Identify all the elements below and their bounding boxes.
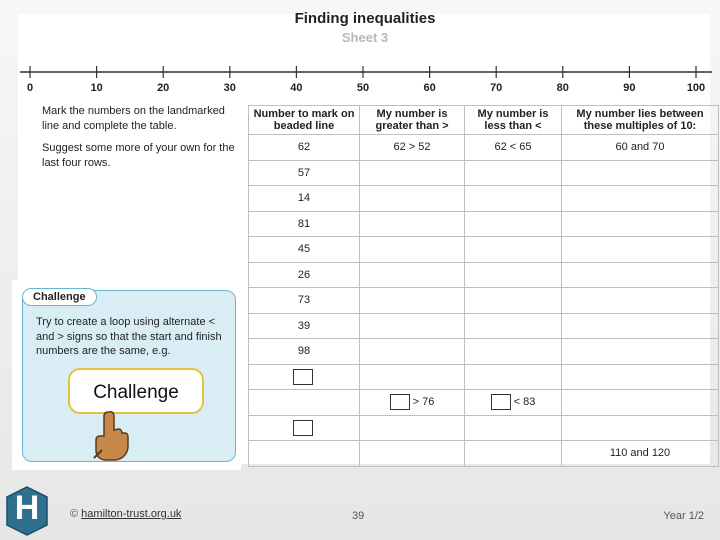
cell-text: > 76 (412, 396, 435, 409)
table-cell (249, 441, 360, 467)
table-cell: 26 (249, 262, 360, 288)
table-cell (465, 160, 562, 186)
table-cell (249, 415, 360, 441)
table-cell (562, 160, 719, 186)
instruction-text-2: Suggest some more of your own for the last four rows. (42, 142, 235, 169)
number-line-tick-label: 30 (223, 82, 236, 92)
page-number: 39 (352, 510, 365, 522)
table-cell: 62 > 52 (360, 135, 465, 161)
logo-letter: H (14, 489, 40, 527)
table-cell: 62 (249, 135, 360, 161)
sheet-subtitle: Sheet 3 (341, 30, 389, 45)
table-cell (360, 441, 465, 467)
table-cell (562, 339, 719, 365)
table-cell (562, 390, 719, 416)
table-row (249, 441, 719, 467)
challenge-heading: Challenge (22, 288, 97, 306)
table-cell: 39 (249, 313, 360, 339)
table-cell (360, 262, 465, 288)
table-cell: 45 (249, 237, 360, 263)
table-cell: 81 (249, 211, 360, 237)
hamilton-link[interactable]: hamilton-trust.org.uk (81, 508, 182, 520)
table-cell: 98 (249, 339, 360, 365)
answer-box[interactable] (390, 394, 410, 410)
table-cell: 57 (249, 160, 360, 186)
table-cell: 110 and 120 (562, 441, 719, 467)
table-header-row (249, 106, 719, 135)
table-row (249, 237, 719, 263)
table-cell (465, 339, 562, 365)
table-row (249, 160, 719, 186)
instruction-text-1: Mark the numbers on the landmarked line and complete the table. (42, 105, 225, 132)
number-line-tick-label: 100 (686, 82, 706, 92)
table-cell (465, 364, 562, 390)
year-label: Year 1/2 (663, 510, 704, 522)
table-cell (249, 364, 360, 390)
table-cell: 60 and 70 (562, 135, 719, 161)
copyright (70, 508, 181, 520)
table-cell (360, 390, 465, 416)
table-cell (360, 364, 465, 390)
table-cell (465, 211, 562, 237)
table-row (249, 415, 719, 441)
table-row (249, 390, 719, 416)
table-cell: 73 (249, 288, 360, 314)
table-cell (465, 390, 562, 416)
header-less: My number is less than < (465, 106, 562, 135)
table-row (249, 186, 719, 212)
sheet-title: Finding inequalities (294, 10, 436, 27)
header-greater: My number is greater than > (360, 106, 465, 135)
table-cell (360, 160, 465, 186)
table-row (249, 262, 719, 288)
pointing-hand-icon (92, 410, 132, 462)
table-cell (465, 415, 562, 441)
table-cell (360, 288, 465, 314)
challenge-button[interactable]: Challenge (68, 368, 204, 414)
table-cell (562, 262, 719, 288)
number-line-tick-label: 50 (356, 82, 370, 92)
table-cell (360, 415, 465, 441)
table-cell (562, 237, 719, 263)
number-line-tick-label: 10 (90, 82, 103, 92)
number-line-tick-label: 80 (556, 82, 569, 92)
table-row (249, 135, 719, 161)
number-line-tick-label: 40 (290, 82, 303, 92)
answer-box[interactable] (293, 369, 313, 385)
answer-box[interactable] (293, 420, 313, 436)
table-row (249, 339, 719, 365)
table-cell (562, 211, 719, 237)
number-line-tick-label: 0 (26, 82, 34, 92)
answer-box[interactable] (491, 394, 511, 410)
table-cell (562, 313, 719, 339)
cell-text: < 83 (513, 396, 536, 409)
table-cell (562, 288, 719, 314)
table-cell (360, 339, 465, 365)
header-between: My number lies between these multiples of 10: (562, 106, 719, 135)
table-row (249, 211, 719, 237)
table-cell (465, 237, 562, 263)
copyright-symbol: © (70, 508, 79, 520)
header-number: Number to mark on beaded line (249, 106, 360, 135)
instructions (42, 104, 242, 178)
inequalities-table (248, 105, 719, 467)
number-line (0, 62, 720, 92)
table-cell (562, 186, 719, 212)
table-row (249, 288, 719, 314)
number-line-tick-label: 60 (423, 82, 436, 92)
table-cell (465, 262, 562, 288)
table-cell (562, 364, 719, 390)
number-line-tick-label: 70 (490, 82, 503, 92)
table-cell (360, 237, 465, 263)
table-cell (562, 415, 719, 441)
table-cell (360, 313, 465, 339)
table-cell (249, 390, 360, 416)
table-row (249, 364, 719, 390)
table-cell (465, 288, 562, 314)
table-cell: 62 < 65 (465, 135, 562, 161)
table-cell (465, 313, 562, 339)
table-cell (360, 211, 465, 237)
table-cell (465, 186, 562, 212)
table-cell: 14 (249, 186, 360, 212)
table-cell (465, 441, 562, 467)
table-row (249, 313, 719, 339)
table-cell (360, 186, 465, 212)
challenge-text: Try to create a loop using alternate < and > signs so that the start and finish numbers are the same, e.g. (36, 316, 222, 357)
number-line-tick-label: 90 (623, 82, 636, 92)
number-line-tick-label: 20 (157, 82, 170, 92)
